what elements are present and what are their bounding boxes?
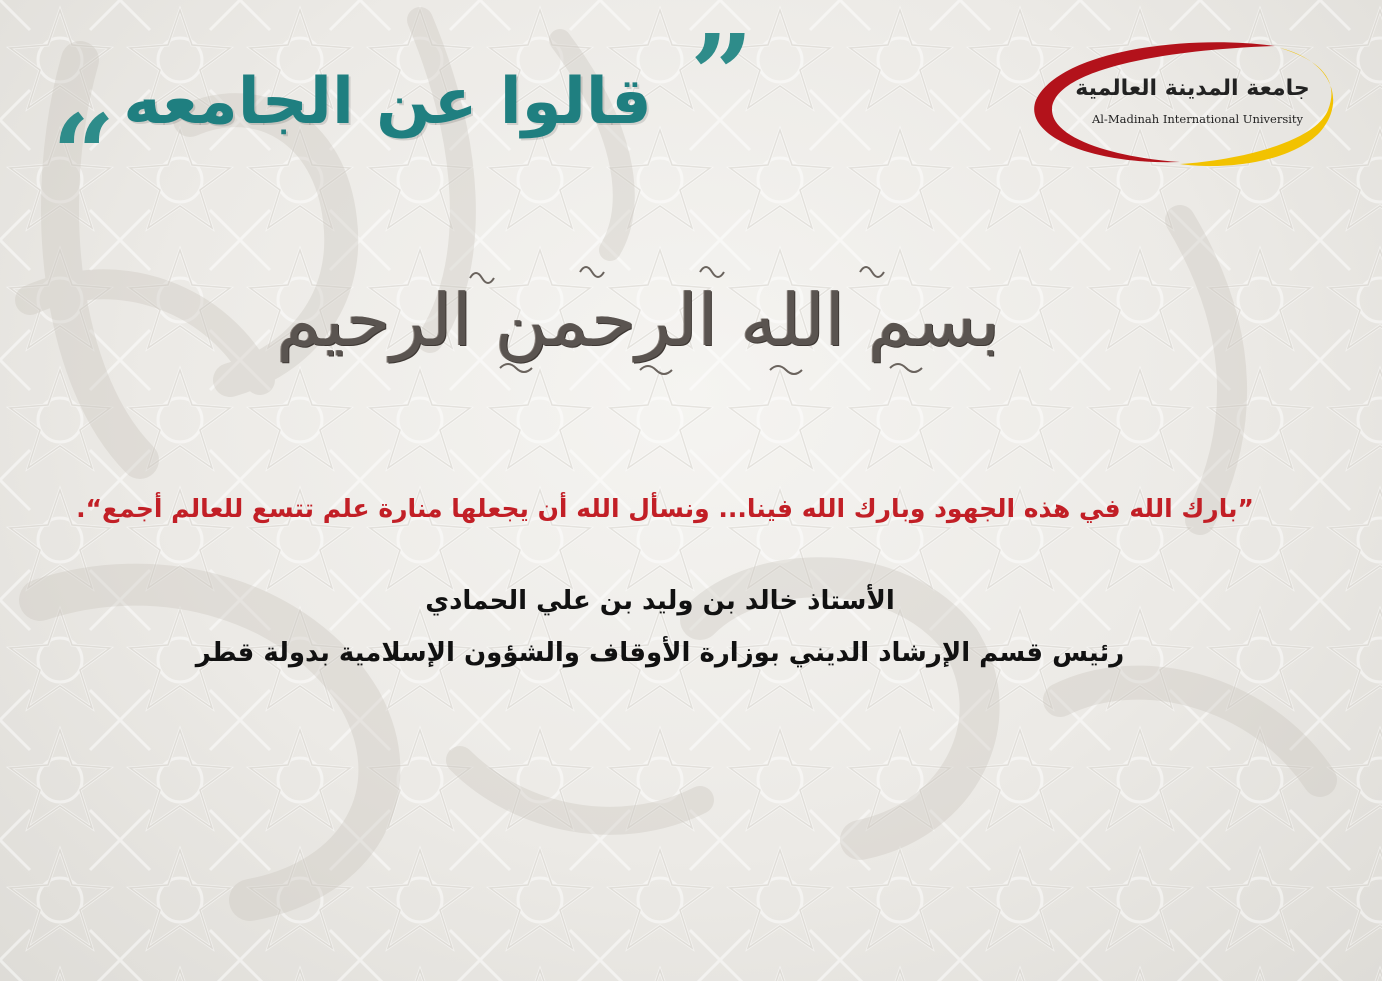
basmala-heading: بسم الله الرحمن الرحيم [276,278,1000,362]
testimonial-author-name: الأستاذ خالد بن وليد بن علي الحمادي [425,586,895,616]
testimonial-quote: ”بارك الله في هذه الجهود وبارك الله فينا... ونسأل الله أن يجعلها منارة علم تتسع للعالم أجمع“. [76,494,1254,523]
header-title-group [40,10,760,219]
testimonial-author-title: رئيس قسم الإرشاد الديني بوزارة الأوقاف والشؤون الإسلامية بدولة قطر [195,638,1125,668]
logo-english-name: Al-Madinah International University [1091,112,1304,126]
opening-quote-mark: ” [690,10,754,139]
logo-arabic-name: جامعة المدينة العالمية [1075,76,1310,101]
closing-quote-mark: “ [52,90,116,219]
university-logo [1030,40,1342,170]
page-title: قالوا عن الجامعه [123,65,652,139]
logo-swoosh-icon [1030,40,1342,170]
